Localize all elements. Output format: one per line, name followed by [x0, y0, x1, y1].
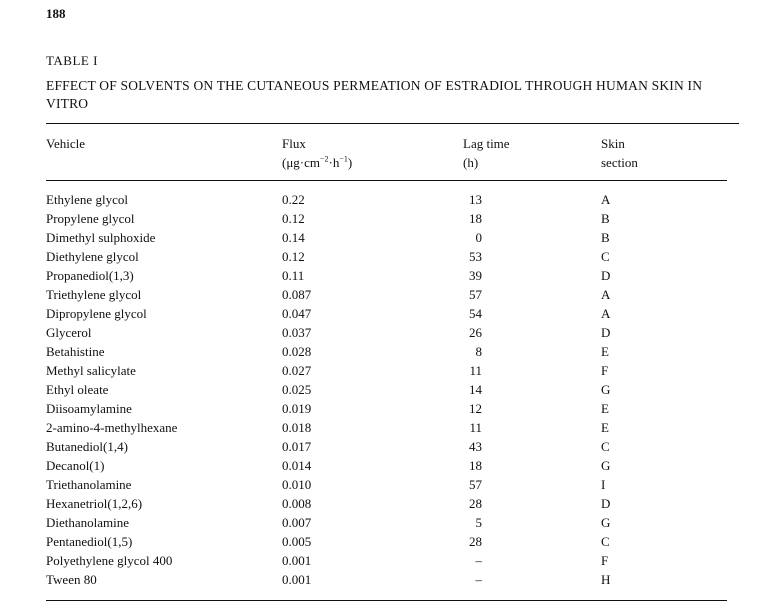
- cell-lag-time: 0: [475, 230, 482, 245]
- table-row: [0, 551, 761, 570]
- cell-vehicle: Propanediol(1,3): [46, 268, 134, 283]
- table-row: [0, 456, 761, 475]
- cell-lag-time: 28: [469, 496, 482, 511]
- header-skin-section: [601, 134, 638, 172]
- cell-lag-time: 12: [469, 401, 482, 416]
- cell-skin-section: A: [601, 192, 611, 207]
- flux-exp-a: −2: [320, 154, 329, 164]
- cell-vehicle: Dipropylene glycol: [46, 306, 147, 321]
- table-row: [0, 380, 761, 399]
- cell-skin-section: C: [601, 439, 610, 454]
- cell-skin-section: B: [601, 211, 610, 226]
- cell-flux: 0.001: [282, 572, 312, 587]
- table-label: TABLE I: [46, 53, 98, 68]
- cell-lag-time: –: [475, 572, 482, 587]
- cell-vehicle: Dimethyl sulphoxide: [46, 230, 156, 245]
- cell-lag-time: 11: [469, 363, 482, 378]
- cell-flux: 0.025: [282, 382, 312, 397]
- table-row: [0, 418, 761, 437]
- table-row: [0, 304, 761, 323]
- cell-vehicle: Methyl salicylate: [46, 363, 136, 378]
- table-row: [0, 323, 761, 342]
- cell-flux: 0.019: [282, 401, 312, 416]
- cell-lag-time: 8: [475, 344, 482, 359]
- cell-vehicle: Decanol(1): [46, 458, 105, 473]
- cell-flux: 0.027: [282, 363, 312, 378]
- cell-vehicle: Betahistine: [46, 344, 105, 359]
- cell-lag-time: 57: [469, 477, 482, 492]
- table-row: [0, 247, 761, 266]
- cell-vehicle: Diisoamylamine: [46, 401, 132, 416]
- header-lag-label: Lag time: [463, 136, 510, 151]
- cell-flux: 0.22: [282, 192, 305, 207]
- cell-lag-time: –: [475, 553, 482, 568]
- cell-vehicle: Ethylene glycol: [46, 192, 128, 207]
- cell-skin-section: E: [601, 344, 609, 359]
- header-skin-label: Skin: [601, 136, 625, 151]
- cell-vehicle: Triethanolamine: [46, 477, 132, 492]
- cell-flux: 0.14: [282, 230, 305, 245]
- cell-skin-section: D: [601, 496, 611, 511]
- table-row: [0, 399, 761, 418]
- cell-skin-section: C: [601, 534, 610, 549]
- table-title: EFFECT OF SOLVENTS ON THE CUTANEOUS PERMEATION OF ESTRADIOL THROUGH HUMAN SKIN IN VITRO: [46, 78, 703, 111]
- cell-flux: 0.087: [282, 287, 312, 302]
- cell-lag-time: 54: [469, 306, 482, 321]
- cell-vehicle: Polyethylene glycol 400: [46, 553, 173, 568]
- flux-exp-b: −1: [339, 154, 348, 164]
- table-body: [0, 190, 761, 589]
- cell-lag-time: 39: [469, 268, 482, 283]
- flux-unit-a: (μg·cm: [282, 155, 321, 170]
- cell-lag-time: 14: [469, 382, 482, 397]
- cell-flux: 0.007: [282, 515, 312, 530]
- cell-vehicle: Pentanediol(1,5): [46, 534, 133, 549]
- header-flux-label: Flux: [282, 136, 306, 151]
- cell-vehicle: Diethanolamine: [46, 515, 130, 530]
- header-lag-unit: (h): [463, 155, 479, 170]
- cell-skin-section: F: [601, 363, 609, 378]
- cell-skin-section: E: [601, 420, 609, 435]
- cell-flux: 0.001: [282, 553, 312, 568]
- cell-vehicle: Triethylene glycol: [46, 287, 142, 302]
- table-top-rule-tail: [731, 123, 739, 124]
- cell-skin-section: D: [601, 268, 611, 283]
- cell-skin-section: G: [601, 458, 611, 473]
- header-vehicle: [46, 134, 85, 153]
- table-row: [0, 209, 761, 228]
- header-vehicle-label: Vehicle: [46, 136, 85, 151]
- cell-flux: 0.12: [282, 249, 305, 264]
- cell-flux: 0.014: [282, 458, 312, 473]
- table-row: [0, 190, 761, 209]
- table-top-rule: [46, 123, 731, 124]
- header-flux-unit: [282, 153, 352, 172]
- cell-flux: 0.008: [282, 496, 312, 511]
- cell-skin-section: H: [601, 572, 611, 587]
- cell-lag-time: 28: [469, 534, 482, 549]
- table-row: [0, 266, 761, 285]
- cell-flux: 0.047: [282, 306, 312, 321]
- cell-vehicle: Ethyl oleate: [46, 382, 109, 397]
- table-row: [0, 494, 761, 513]
- cell-flux: 0.11: [282, 268, 305, 283]
- cell-vehicle: Diethylene glycol: [46, 249, 139, 264]
- table-row: [0, 532, 761, 551]
- cell-flux: 0.005: [282, 534, 312, 549]
- cell-vehicle: Hexanetriol(1,2,6): [46, 496, 143, 511]
- cell-flux: 0.037: [282, 325, 312, 340]
- cell-flux: 0.12: [282, 211, 305, 226]
- header-skin-label-2: section: [601, 155, 638, 170]
- table-row: [0, 570, 761, 589]
- cell-skin-section: E: [601, 401, 609, 416]
- cell-skin-section: F: [601, 553, 609, 568]
- table-row: [0, 513, 761, 532]
- cell-flux: 0.010: [282, 477, 312, 492]
- header-flux: [282, 134, 352, 172]
- header-rule: [46, 180, 727, 181]
- table-row: [0, 228, 761, 247]
- table-row: [0, 361, 761, 380]
- cell-skin-section: I: [601, 477, 606, 492]
- cell-skin-section: D: [601, 325, 611, 340]
- cell-vehicle: Propylene glycol: [46, 211, 135, 226]
- cell-flux: 0.017: [282, 439, 312, 454]
- cell-skin-section: C: [601, 249, 610, 264]
- table-row: [0, 437, 761, 456]
- cell-lag-time: 5: [475, 515, 482, 530]
- flux-unit-c: ): [347, 155, 353, 170]
- cell-lag-time: 18: [469, 458, 482, 473]
- cell-vehicle: Glycerol: [46, 325, 92, 340]
- cell-lag-time: 43: [469, 439, 482, 454]
- cell-skin-section: B: [601, 230, 610, 245]
- page-number: 188: [46, 6, 66, 21]
- cell-skin-section: G: [601, 515, 611, 530]
- cell-skin-section: G: [601, 382, 611, 397]
- cell-vehicle: 2-amino-4-methylhexane: [46, 420, 178, 435]
- cell-lag-time: 26: [469, 325, 482, 340]
- cell-lag-time: 11: [469, 420, 482, 435]
- cell-lag-time: 57: [469, 287, 482, 302]
- table-bottom-rule: [46, 600, 727, 601]
- table-row: [0, 342, 761, 361]
- cell-vehicle: Butanediol(1,4): [46, 439, 128, 454]
- cell-lag-time: 53: [469, 249, 482, 264]
- table-row: [0, 285, 761, 304]
- cell-vehicle: Tween 80: [46, 572, 97, 587]
- cell-lag-time: 18: [469, 211, 482, 226]
- cell-skin-section: A: [601, 306, 611, 321]
- cell-skin-section: A: [601, 287, 611, 302]
- cell-lag-time: 13: [469, 192, 482, 207]
- table-row: [0, 475, 761, 494]
- header-lag-time: [463, 134, 510, 172]
- cell-flux: 0.028: [282, 344, 312, 359]
- flux-unit-b: ·h: [328, 155, 340, 170]
- cell-flux: 0.018: [282, 420, 312, 435]
